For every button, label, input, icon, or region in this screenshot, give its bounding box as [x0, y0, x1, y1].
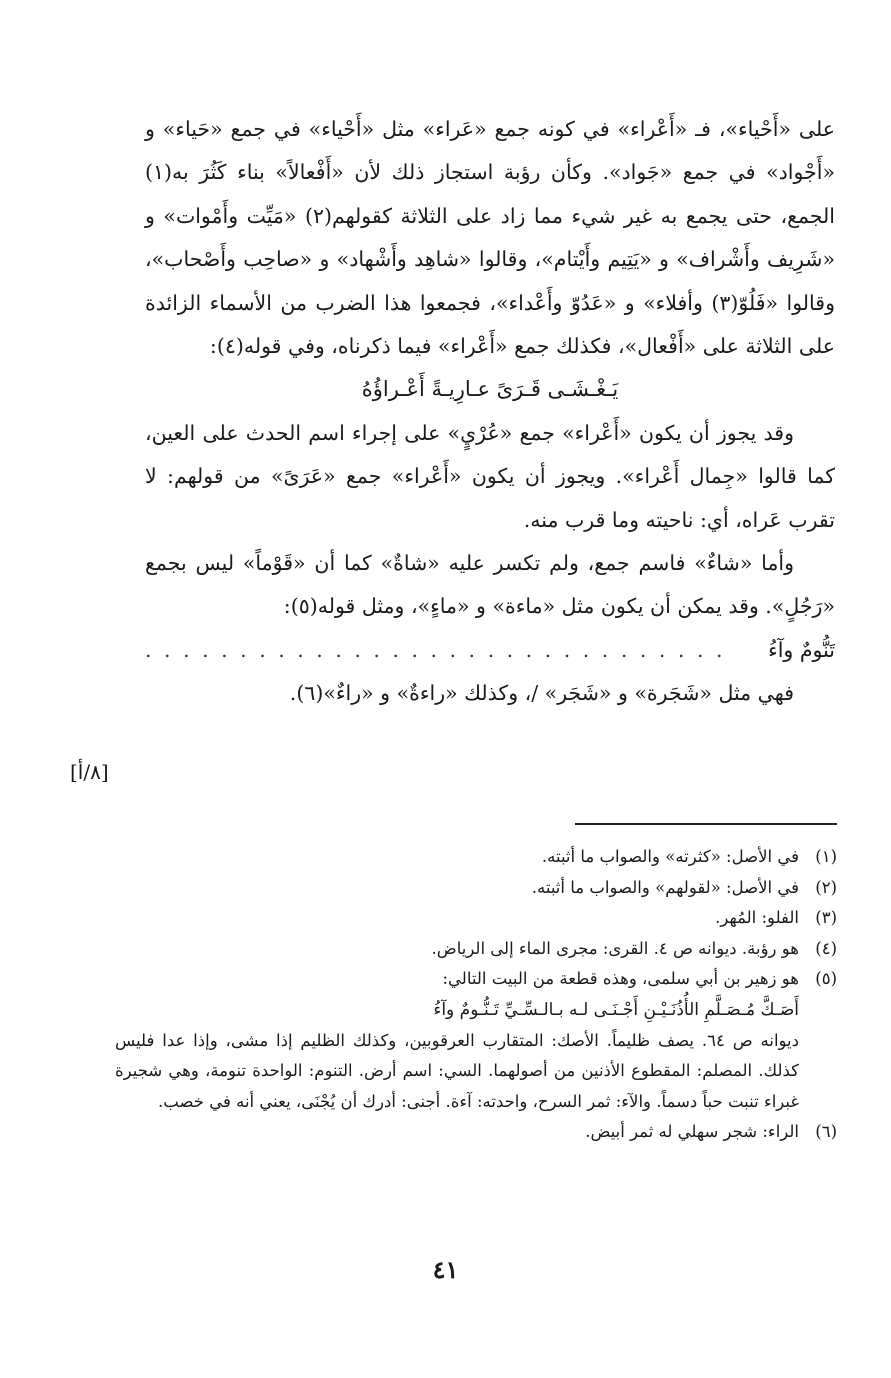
footnote	[115, 964, 837, 995]
footnote	[115, 842, 837, 873]
folio-marker: [٨/أ]	[70, 760, 109, 784]
footnote-number: (٢)	[815, 877, 837, 897]
footnote-text: هو رؤبة. ديوانه ص ٤. القرى: مجرى الماء إلى الرياض.	[431, 938, 799, 958]
paragraph-3: وأما «شاءٌ» فاسم جمع، ولم تكسر عليه «شاةٌ» كما أن «قَوْماً» ليس بجمع «رَجُلٍ». وقد يمكن أن يكون مثل «ماءة» و «ماءٍ»، ومثل قوله(٥):	[145, 551, 835, 619]
footnote-text: هو زهير بن أبي سلمى، وهذه قطعة من البيت التالي:	[442, 969, 799, 989]
verse-line-2-ellipsis: . . . . . . . . . . . . . . . . . . . . . . . . . . . . . . .	[145, 637, 726, 662]
footnote-text: في الأصل: «كثرته» والصواب ما أثبته.	[541, 847, 799, 866]
footnote-number: (٣)	[815, 908, 837, 928]
footnote-text: الفلو: المُهر.	[715, 908, 799, 928]
verse-line-1: يَـغْـشَـى قَـرَىً عـارِيـةً أَعْـراؤُهُ	[361, 377, 619, 402]
footnote-text: في الأصل: «لقولهم» والصواب ما أثبته.	[531, 877, 799, 897]
page-number: ٤١	[432, 1255, 459, 1284]
footnote-separator	[575, 823, 837, 825]
footnote-number: (٤)	[815, 938, 837, 958]
verse-line-2	[145, 629, 835, 672]
footnote-number: (١)	[815, 847, 837, 866]
footnote-text: الراء: شجر سهلي له ثمر أبيض.	[585, 1122, 799, 1142]
paragraph-4: فهي مثل «شَجَرة» و «شَجَر» /، وكذلك «راءةٌ» و «راءٌ»(٦).	[289, 681, 794, 706]
footnote	[115, 873, 837, 904]
footnotes	[115, 842, 837, 1148]
footnote-number: (٦)	[815, 1122, 837, 1142]
paragraph-1: على «أَحْياء»، فـ «أَعْراء» في كونه جمع «عَراء» مثل «أَحْياء» في جمع «حَياء» و «أَجْواد» في جمع «جَواد». وكأن رؤبة استجاز ذلك لأن «أَفْعالاً» بناء كَثُرَ به(١) الجمع، حتى يجمع به غير شيء مما زاد على الثلاثة كقولهم(٢) «مَيِّت وأَمْوات» و «شَرِيف وأَشْراف» و «يَتِيم وأَيْتام»، وقالوا «شاهِد وأَشْهاد» و «صاحِب وأَصْحاب»، وقالوا «فَلُوّ(٣) وأفلاء» و «عَدُوّ وأَعْداء»، فجمعوا هذا الضرب من الأسماء الزائدة على الثلاثة على «أَفْعال»، فكذلك جمع «أَعْراء» فيما ذكرناه، وفي قوله(٤):	[145, 117, 836, 359]
footnote	[115, 903, 837, 934]
verse-line-2-word: تَنُّومٌ وآءُ	[768, 637, 835, 662]
footnote-verse: أَصَـكَّ مُـصَـلَّمِ الأُذُنَـيْـنِ أَجْـنَـى لـه بـالـسِّـيِّ تَـنُّـومٌ وآءُ	[433, 999, 799, 1020]
footnote-number: (٥)	[815, 969, 837, 989]
footnote	[115, 934, 837, 965]
paragraph-2: وقد يجوز أن يكون «أَعْراء» جمع «عُرْيٍ» على إجراء اسم الحدث على العين، كما قالوا «جِمال أَعْراء». ويجوز أن يكون «أَعْراء» جمع «عَرَىً» من قولهم: لا تقرب عَراه، أي: ناحيته وما قرب منه.	[145, 420, 835, 532]
main-text	[145, 108, 835, 716]
footnote-explanation: ديوانه ص ٦٤. يصف ظليماً. الأصك: المتقارب العرقوبين، وكذلك الظليم إذا مشى، وإذا عدا فليس كذلك. المصلم: المقطوع الأذنين من أصولهما. السي: اسم أرض. التنوم: الواحدة تنومة، وهي شجيرة غبراء تنبت حباً دسماً. والآء: ثمر السرح، واحدته: آءة. أجنى: أدرك أن يُجْنَى، يعني أنه في خصب.	[115, 1030, 799, 1111]
footnote	[115, 1117, 837, 1148]
